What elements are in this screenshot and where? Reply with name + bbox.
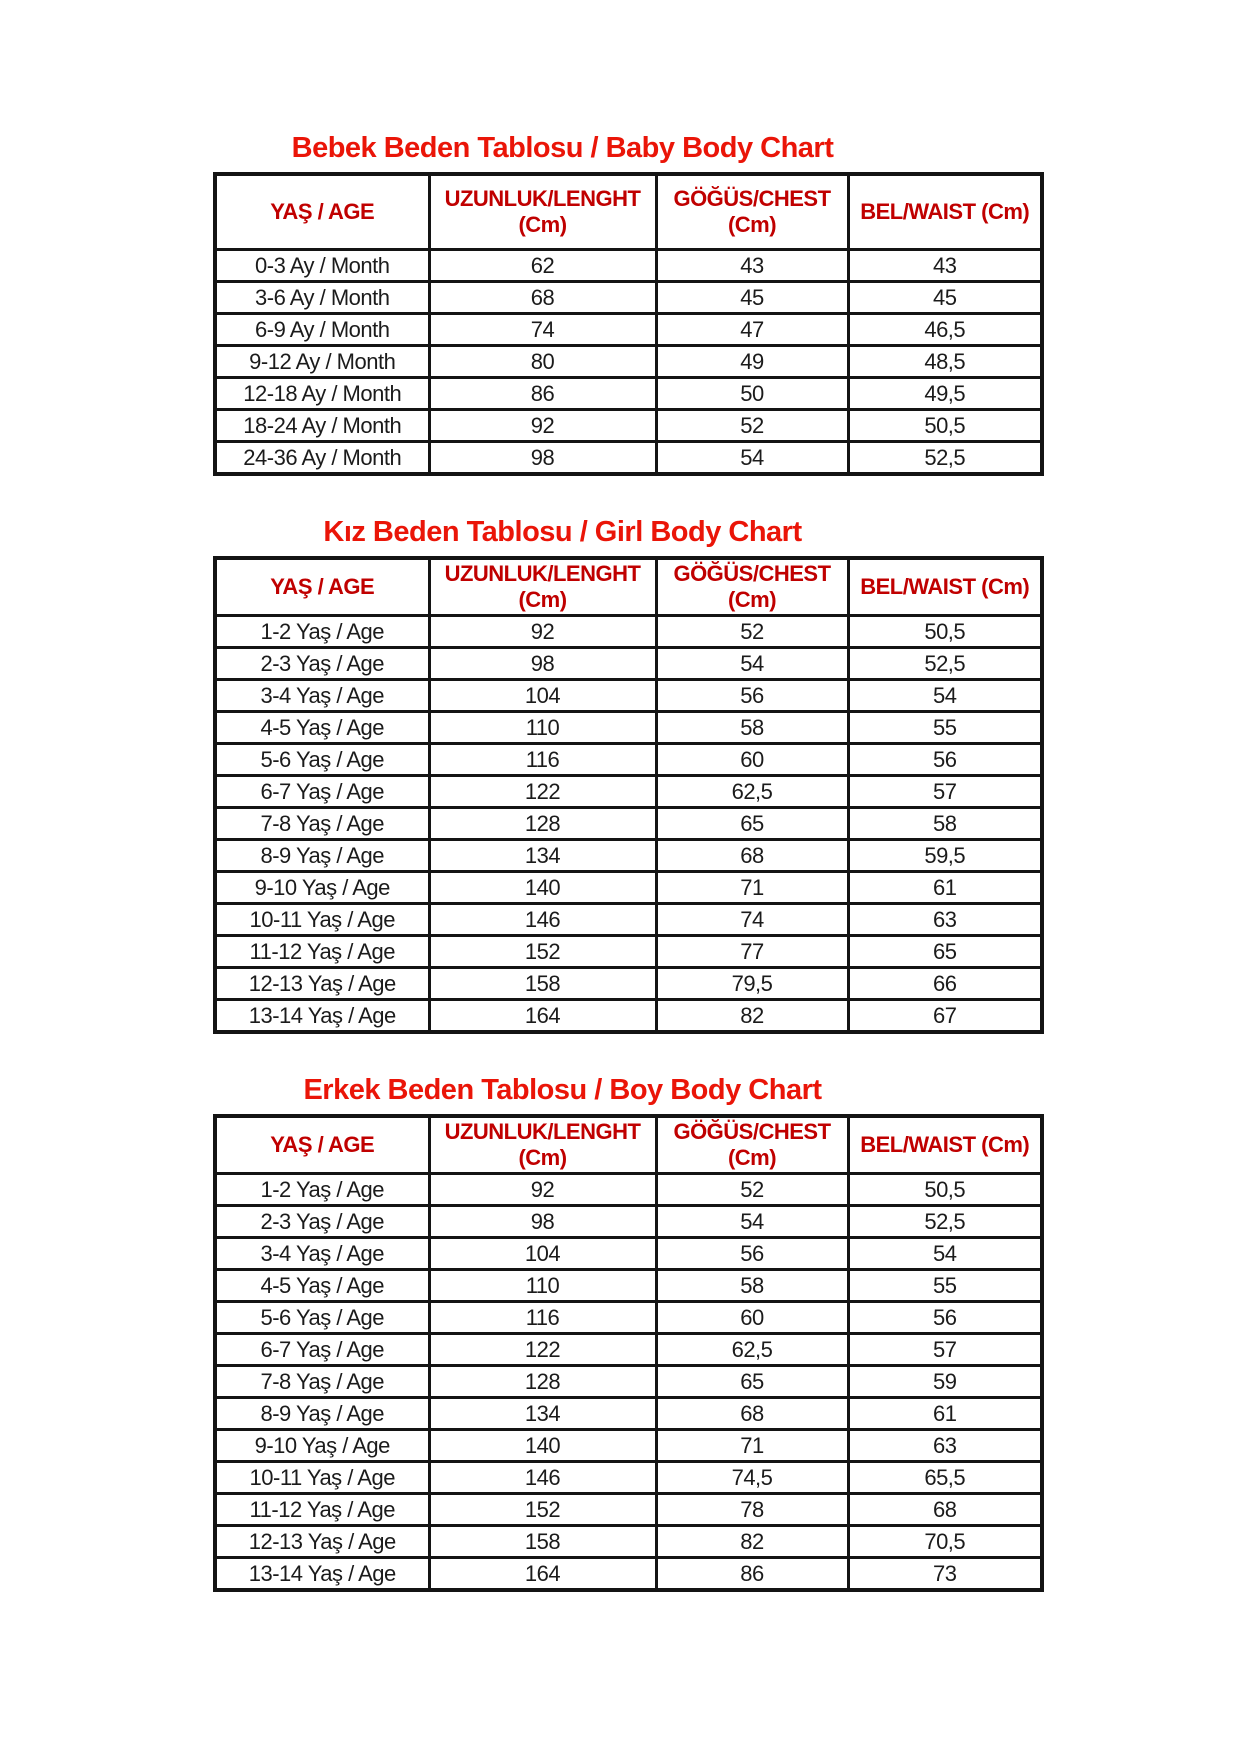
age-cell: 11-12 Yaş / Age (215, 1494, 429, 1526)
baby-size-table (213, 172, 1044, 476)
girl-size-chart-section (213, 515, 1040, 1034)
age-cell: 11-12 Yaş / Age (215, 936, 429, 968)
table-row (215, 1206, 1042, 1238)
length-cell: 128 (429, 808, 656, 840)
age-cell: 8-9 Yaş / Age (215, 840, 429, 872)
girl-size-table (213, 556, 1044, 1034)
table-row (215, 744, 1042, 776)
age-cell: 1-2 Yaş / Age (215, 616, 429, 648)
chest-cell: 74 (656, 904, 848, 936)
table-row (215, 1398, 1042, 1430)
table-row (215, 776, 1042, 808)
table-row (215, 904, 1042, 936)
chest-cell: 82 (656, 1000, 848, 1033)
chest-cell: 50 (656, 378, 848, 410)
waist-cell: 65 (848, 936, 1042, 968)
col-header-age: YAŞ / AGE (215, 558, 429, 616)
length-cell: 128 (429, 1366, 656, 1398)
header-row (215, 1116, 1042, 1174)
table-row (215, 250, 1042, 282)
chest-cell: 52 (656, 410, 848, 442)
chest-cell: 47 (656, 314, 848, 346)
chest-cell: 79,5 (656, 968, 848, 1000)
table-row (215, 872, 1042, 904)
age-cell: 5-6 Yaş / Age (215, 744, 429, 776)
table-row (215, 680, 1042, 712)
waist-cell: 52,5 (848, 442, 1042, 475)
waist-cell: 56 (848, 1302, 1042, 1334)
table-body (215, 1174, 1042, 1591)
chest-cell: 52 (656, 616, 848, 648)
length-cell: 62 (429, 250, 656, 282)
table-header (215, 558, 1042, 616)
age-cell: 13-14 Yaş / Age (215, 1558, 429, 1591)
waist-cell: 65,5 (848, 1462, 1042, 1494)
table-row (215, 346, 1042, 378)
chest-cell: 86 (656, 1558, 848, 1591)
length-cell: 74 (429, 314, 656, 346)
age-cell: 7-8 Yaş / Age (215, 808, 429, 840)
baby-size-chart-section (213, 131, 1040, 476)
length-cell: 164 (429, 1000, 656, 1033)
table-row (215, 968, 1042, 1000)
chest-cell: 45 (656, 282, 848, 314)
table-row (215, 648, 1042, 680)
waist-cell: 61 (848, 872, 1042, 904)
table-header (215, 1116, 1042, 1174)
age-cell: 12-18 Ay / Month (215, 378, 429, 410)
waist-cell: 63 (848, 904, 1042, 936)
length-cell: 110 (429, 1270, 656, 1302)
table-row (215, 1174, 1042, 1206)
table-row (215, 1000, 1042, 1033)
table-header (215, 174, 1042, 250)
waist-cell: 59,5 (848, 840, 1042, 872)
col-header-waist: BEL/WAIST (Cm) (848, 558, 1042, 616)
waist-cell: 73 (848, 1558, 1042, 1591)
girl-chart-title: Kız Beden Tablosu / Girl Body Chart (323, 516, 802, 548)
table-row (215, 410, 1042, 442)
length-cell: 146 (429, 1462, 656, 1494)
chest-cell: 65 (656, 808, 848, 840)
table-row (215, 1334, 1042, 1366)
table-row (215, 936, 1042, 968)
waist-cell: 52,5 (848, 1206, 1042, 1238)
age-cell: 3-4 Yaş / Age (215, 680, 429, 712)
length-cell: 158 (429, 1526, 656, 1558)
age-cell: 5-6 Yaş / Age (215, 1302, 429, 1334)
page-content (213, 131, 1040, 1592)
waist-cell: 50,5 (848, 410, 1042, 442)
boy-chart-title: Erkek Beden Tablosu / Boy Body Chart (303, 1074, 822, 1106)
waist-cell: 54 (848, 680, 1042, 712)
age-cell: 6-9 Ay / Month (215, 314, 429, 346)
length-cell: 122 (429, 1334, 656, 1366)
length-cell: 110 (429, 712, 656, 744)
age-cell: 9-12 Ay / Month (215, 346, 429, 378)
table-body (215, 250, 1042, 475)
age-cell: 2-3 Yaş / Age (215, 1206, 429, 1238)
chest-cell: 74,5 (656, 1462, 848, 1494)
chest-cell: 60 (656, 744, 848, 776)
table-row (215, 1366, 1042, 1398)
table-row (215, 282, 1042, 314)
age-cell: 12-13 Yaş / Age (215, 1526, 429, 1558)
length-cell: 104 (429, 1238, 656, 1270)
length-cell: 152 (429, 1494, 656, 1526)
chest-cell: 71 (656, 872, 848, 904)
chest-cell: 52 (656, 1174, 848, 1206)
age-cell: 10-11 Yaş / Age (215, 904, 429, 936)
baby-chart-title: Bebek Beden Tablosu / Baby Body Chart (291, 132, 834, 164)
chest-cell: 65 (656, 1366, 848, 1398)
waist-cell: 49,5 (848, 378, 1042, 410)
waist-cell: 46,5 (848, 314, 1042, 346)
length-cell: 134 (429, 1398, 656, 1430)
waist-cell: 50,5 (848, 1174, 1042, 1206)
waist-cell: 61 (848, 1398, 1042, 1430)
chest-cell: 58 (656, 712, 848, 744)
col-header-waist: BEL/WAIST (Cm) (848, 1116, 1042, 1174)
age-cell: 2-3 Yaş / Age (215, 648, 429, 680)
table-row (215, 712, 1042, 744)
col-header-length: UZUNLUK/LENGHT (Cm) (429, 1116, 656, 1174)
length-cell: 68 (429, 282, 656, 314)
waist-cell: 50,5 (848, 616, 1042, 648)
chest-cell: 56 (656, 1238, 848, 1270)
chest-cell: 62,5 (656, 776, 848, 808)
age-cell: 0-3 Ay / Month (215, 250, 429, 282)
chest-cell: 56 (656, 680, 848, 712)
waist-cell: 58 (848, 808, 1042, 840)
length-cell: 164 (429, 1558, 656, 1591)
chest-cell: 71 (656, 1430, 848, 1462)
boy-size-table (213, 1114, 1044, 1592)
age-cell: 1-2 Yaş / Age (215, 1174, 429, 1206)
age-cell: 9-10 Yaş / Age (215, 872, 429, 904)
header-row (215, 174, 1042, 250)
chest-cell: 43 (656, 250, 848, 282)
waist-cell: 67 (848, 1000, 1042, 1033)
chest-cell: 54 (656, 648, 848, 680)
age-cell: 10-11 Yaş / Age (215, 1462, 429, 1494)
waist-cell: 48,5 (848, 346, 1042, 378)
col-header-age: YAŞ / AGE (215, 1116, 429, 1174)
waist-cell: 54 (848, 1238, 1042, 1270)
age-cell: 3-4 Yaş / Age (215, 1238, 429, 1270)
table-body (215, 616, 1042, 1033)
waist-cell: 63 (848, 1430, 1042, 1462)
table-row (215, 616, 1042, 648)
col-header-chest: GÖĞÜS/CHEST (Cm) (656, 174, 848, 250)
waist-cell: 43 (848, 250, 1042, 282)
chest-cell: 77 (656, 936, 848, 968)
waist-cell: 68 (848, 1494, 1042, 1526)
age-cell: 13-14 Yaş / Age (215, 1000, 429, 1033)
table-row (215, 808, 1042, 840)
age-cell: 24-36 Ay / Month (215, 442, 429, 475)
length-cell: 92 (429, 616, 656, 648)
table-row (215, 1238, 1042, 1270)
length-cell: 122 (429, 776, 656, 808)
length-cell: 80 (429, 346, 656, 378)
age-cell: 4-5 Yaş / Age (215, 1270, 429, 1302)
length-cell: 146 (429, 904, 656, 936)
length-cell: 98 (429, 648, 656, 680)
length-cell: 92 (429, 1174, 656, 1206)
col-header-age: YAŞ / AGE (215, 174, 429, 250)
table-row (215, 1558, 1042, 1591)
length-cell: 140 (429, 1430, 656, 1462)
length-cell: 134 (429, 840, 656, 872)
chest-cell: 58 (656, 1270, 848, 1302)
chest-cell: 62,5 (656, 1334, 848, 1366)
waist-cell: 55 (848, 712, 1042, 744)
age-cell: 18-24 Ay / Month (215, 410, 429, 442)
waist-cell: 57 (848, 776, 1042, 808)
table-row (215, 314, 1042, 346)
length-cell: 116 (429, 744, 656, 776)
col-header-chest: GÖĞÜS/CHEST (Cm) (656, 1116, 848, 1174)
col-header-chest: GÖĞÜS/CHEST (Cm) (656, 558, 848, 616)
length-cell: 116 (429, 1302, 656, 1334)
waist-cell: 59 (848, 1366, 1042, 1398)
length-cell: 104 (429, 680, 656, 712)
col-header-length: UZUNLUK/LENGHT (Cm) (429, 558, 656, 616)
col-header-length: UZUNLUK/LENGHT (Cm) (429, 174, 656, 250)
table-row (215, 442, 1042, 475)
table-row (215, 1462, 1042, 1494)
waist-cell: 55 (848, 1270, 1042, 1302)
chest-cell: 54 (656, 1206, 848, 1238)
age-cell: 7-8 Yaş / Age (215, 1366, 429, 1398)
waist-cell: 70,5 (848, 1526, 1042, 1558)
boy-size-chart-section (213, 1073, 1040, 1592)
length-cell: 86 (429, 378, 656, 410)
table-row (215, 1494, 1042, 1526)
age-cell: 8-9 Yaş / Age (215, 1398, 429, 1430)
length-cell: 92 (429, 410, 656, 442)
table-row (215, 1302, 1042, 1334)
length-cell: 152 (429, 936, 656, 968)
table-row (215, 1526, 1042, 1558)
table-row (215, 1270, 1042, 1302)
header-row (215, 558, 1042, 616)
chest-cell: 68 (656, 840, 848, 872)
waist-cell: 57 (848, 1334, 1042, 1366)
waist-cell: 56 (848, 744, 1042, 776)
chest-cell: 54 (656, 442, 848, 475)
chest-cell: 82 (656, 1526, 848, 1558)
chest-cell: 60 (656, 1302, 848, 1334)
table-row (215, 378, 1042, 410)
length-cell: 98 (429, 1206, 656, 1238)
age-cell: 6-7 Yaş / Age (215, 776, 429, 808)
waist-cell: 52,5 (848, 648, 1042, 680)
table-row (215, 840, 1042, 872)
age-cell: 3-6 Ay / Month (215, 282, 429, 314)
chest-cell: 68 (656, 1398, 848, 1430)
table-row (215, 1430, 1042, 1462)
age-cell: 9-10 Yaş / Age (215, 1430, 429, 1462)
col-header-waist: BEL/WAIST (Cm) (848, 174, 1042, 250)
age-cell: 12-13 Yaş / Age (215, 968, 429, 1000)
chest-cell: 49 (656, 346, 848, 378)
length-cell: 158 (429, 968, 656, 1000)
waist-cell: 45 (848, 282, 1042, 314)
length-cell: 98 (429, 442, 656, 475)
chest-cell: 78 (656, 1494, 848, 1526)
waist-cell: 66 (848, 968, 1042, 1000)
age-cell: 6-7 Yaş / Age (215, 1334, 429, 1366)
length-cell: 140 (429, 872, 656, 904)
age-cell: 4-5 Yaş / Age (215, 712, 429, 744)
